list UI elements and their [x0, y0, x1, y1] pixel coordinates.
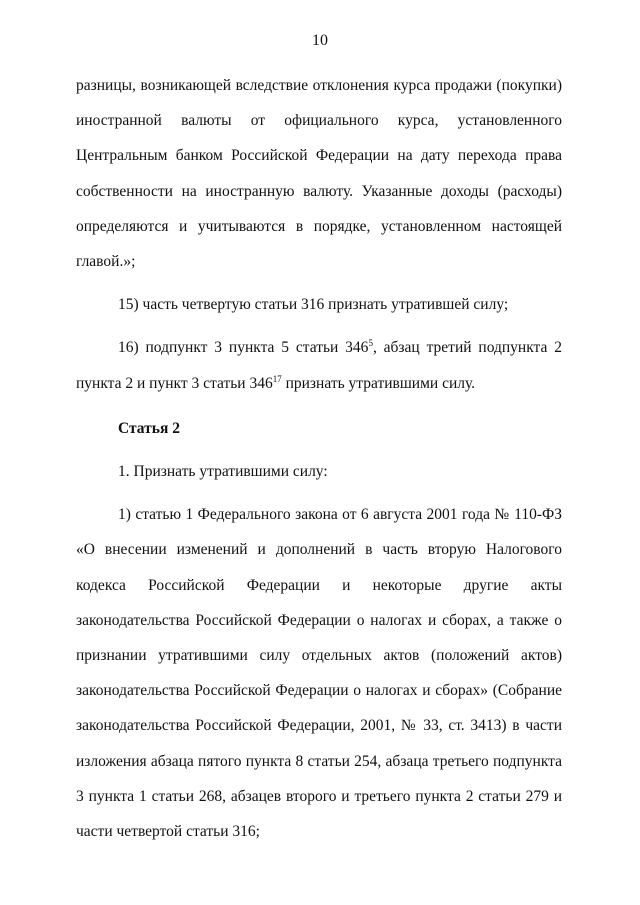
- paragraph-item-15: 15) часть четвертую статьи 316 признать утратившей силу;: [118, 296, 509, 314]
- item-16-text-part1: 16) подпункт 3 пункта 5 статьи 346: [118, 339, 369, 357]
- item-16-text-part2: , абзац третий подпункта 2 пункта 2 и пункт 3 статьи 346: [76, 339, 562, 392]
- item-16-superscript-2: 17: [272, 373, 282, 384]
- item-16-superscript-1: 5: [368, 338, 373, 349]
- paragraph-item-16: [76, 330, 562, 400]
- item-16-text-part3: признать утратившими силу.: [281, 374, 476, 392]
- paragraph-item-1: 1) статью 1 Федерального закона от 6 августа 2001 года № 110-ФЗ «О внесении изменений и дополнений в часть вторую Налогового кодекса Российской Федерации и некоторые другие акты законодательства Российской Федерации о налогах и сборах, а также о признании утратившими силу отдельных актов (положений актов) законодательства Российской Федерации о налогах и сборах» (Собрание законодательства Российской Федерации, 2001, № 33, ст. 3413) в части изложения абзаца пятого пункта 8 статьи 254, абзаца третьего подпункта 3 пункта 1 статьи 268, абзацев второго и третьего пункта 2 статьи 279 и части четвертой статьи 316;: [76, 506, 562, 841]
- document-body: [76, 68, 562, 849]
- paragraph-continuation: разницы, возникающей вследствие отклонения курса продажи (покупки) иностранной валюты от официального курса, установленного Центральным банком Российской Федерации на дату перехода права собственности на иностранную валюту. Указанные доходы (расходы) определяются и учитываются в порядке, установленном настоящей главой.»;: [76, 77, 562, 271]
- paragraph-article-intro: 1. Признать утратившими силу:: [118, 463, 328, 481]
- page-number: 10: [312, 32, 328, 49]
- article-heading: Статья 2: [118, 419, 180, 437]
